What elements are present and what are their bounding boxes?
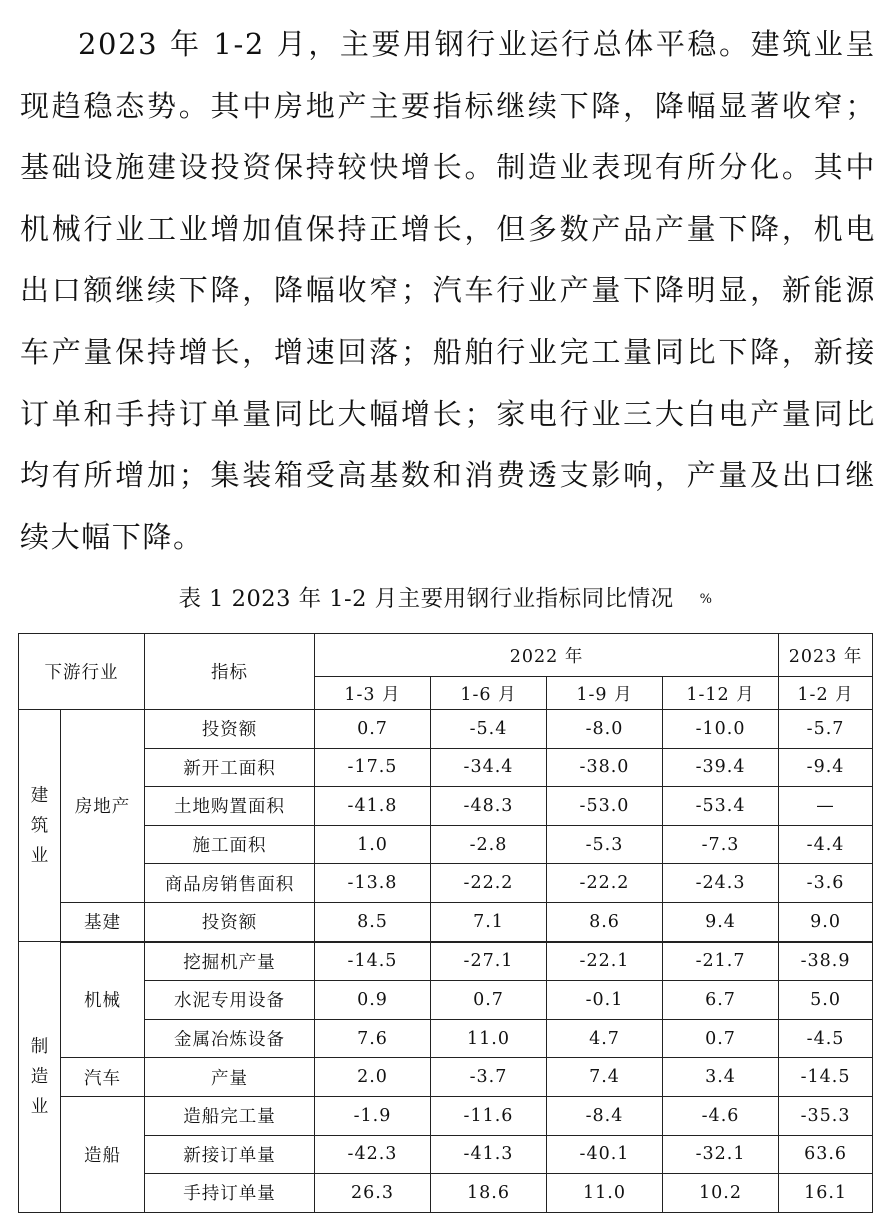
table-caption: [0, 582, 891, 617]
value-cell: -53.0: [547, 787, 663, 826]
subgroup-label: 基建: [61, 902, 145, 941]
group-label: [19, 710, 61, 942]
value-cell: 3.4: [663, 1058, 779, 1097]
value-cell: -7.3: [663, 825, 779, 864]
value-cell: -1.9: [315, 1096, 431, 1135]
header-indicator: 指标: [145, 634, 315, 710]
value-cell: -24.3: [663, 864, 779, 903]
value-cell: -38.9: [779, 942, 873, 981]
indicator-cell: 投资额: [145, 902, 315, 941]
value-cell: 8.5: [315, 902, 431, 941]
value-cell: 8.6: [547, 902, 663, 941]
table-row: [19, 864, 873, 903]
indicator-cell: 新接订单量: [145, 1135, 315, 1174]
header-period: 1-3 月: [315, 677, 431, 710]
value-cell: -8.0: [547, 710, 663, 749]
value-cell: 18.6: [431, 1174, 547, 1213]
table-row: [19, 748, 873, 787]
indicator-cell: 手持订单量: [145, 1174, 315, 1213]
value-cell: -4.5: [779, 1019, 873, 1058]
value-cell: 0.7: [431, 981, 547, 1020]
group-label-char: 业: [30, 845, 49, 866]
value-cell: -42.3: [315, 1135, 431, 1174]
value-cell: -14.5: [779, 1058, 873, 1097]
value-cell: 5.0: [779, 981, 873, 1020]
value-cell: 11.0: [547, 1174, 663, 1213]
value-cell: -8.4: [547, 1096, 663, 1135]
header-industry: 下游行业: [19, 634, 145, 710]
value-cell: -38.0: [547, 748, 663, 787]
value-cell: -34.4: [431, 748, 547, 787]
group-label-char: 筑: [30, 815, 49, 836]
value-cell: -32.1: [663, 1135, 779, 1174]
table-body: [19, 710, 873, 1213]
value-cell: 4.7: [547, 1019, 663, 1058]
value-cell: 7.4: [547, 1058, 663, 1097]
value-cell: -35.3: [779, 1096, 873, 1135]
value-cell: 7.6: [315, 1019, 431, 1058]
value-cell: -14.5: [315, 942, 431, 981]
table-row: [19, 787, 873, 826]
value-cell: -5.4: [431, 710, 547, 749]
value-cell: -2.8: [431, 825, 547, 864]
table-row: [19, 1019, 873, 1058]
subgroup-label: 房地产: [61, 710, 145, 903]
indicator-cell: 水泥专用设备: [145, 981, 315, 1020]
group-label-char: 业: [30, 1096, 49, 1117]
table-row: [19, 981, 873, 1020]
value-cell: -4.6: [663, 1096, 779, 1135]
steel-indicator-table: [18, 633, 873, 1213]
intro-paragraph: 2023 年 1-2 月，主要用钢行业运行总体平稳。建筑业呈现趋稳态势。其中房地产主要指标继续下降，降幅显著收窄；基础设施建设投资保持较快增长。制造业表现有所分化。其中机械行业工业增加值保持正增长，但多数产品产量下降，机电出口额继续下降，降幅收窄；汽车行业产量下降明显，新能源车产量保持增长，增速回落；船舶行业完工量同比下降，新接订单和手持订单量同比大幅增长；家电行业三大白电产量同比均有所增加；集装箱受高基数和消费透支影响，产量及出口继续大幅下降。: [20, 27, 876, 554]
indicator-cell: 产量: [145, 1058, 315, 1097]
value-cell: -22.2: [431, 864, 547, 903]
table-row: [19, 942, 873, 981]
value-cell: 9.4: [663, 902, 779, 941]
indicator-cell: 商品房销售面积: [145, 864, 315, 903]
group-label-char: 制: [30, 1036, 49, 1057]
value-cell: -17.5: [315, 748, 431, 787]
value-cell: -4.4: [779, 825, 873, 864]
subgroup-label: 机械: [61, 942, 145, 1058]
value-cell: -13.8: [315, 864, 431, 903]
value-cell: 2.0: [315, 1058, 431, 1097]
value-cell: 10.2: [663, 1174, 779, 1213]
value-cell: -21.7: [663, 942, 779, 981]
value-cell: -0.1: [547, 981, 663, 1020]
table-row: [19, 902, 873, 941]
value-cell: 16.1: [779, 1174, 873, 1213]
table-row: [19, 1058, 873, 1097]
value-cell: -41.3: [431, 1135, 547, 1174]
header-period: 1-12 月: [663, 677, 779, 710]
group-label-char: 建: [30, 785, 49, 806]
value-cell: 0.9: [315, 981, 431, 1020]
indicator-cell: 造船完工量: [145, 1096, 315, 1135]
table-title: 表 1 2023 年 1-2 月主要用钢行业指标同比情况: [178, 586, 674, 612]
table-row: [19, 1135, 873, 1174]
header-period: 1-6 月: [431, 677, 547, 710]
value-cell: -3.7: [431, 1058, 547, 1097]
table-row: [19, 825, 873, 864]
value-cell: 11.0: [431, 1019, 547, 1058]
value-cell: -3.6: [779, 864, 873, 903]
table-row: [19, 1096, 873, 1135]
indicator-cell: 金属冶炼设备: [145, 1019, 315, 1058]
value-cell: 9.0: [779, 902, 873, 941]
value-cell: 1.0: [315, 825, 431, 864]
value-cell: —: [779, 787, 873, 826]
header-period: 1-2 月: [779, 677, 873, 710]
value-cell: 0.7: [663, 1019, 779, 1058]
header-row-years: [19, 634, 873, 677]
value-cell: -40.1: [547, 1135, 663, 1174]
header-year-2022: 2022 年: [315, 634, 779, 677]
value-cell: -5.3: [547, 825, 663, 864]
indicator-cell: 施工面积: [145, 825, 315, 864]
table-row: [19, 1174, 873, 1213]
table-unit: %: [699, 592, 713, 607]
value-cell: -39.4: [663, 748, 779, 787]
header-period: 1-9 月: [547, 677, 663, 710]
value-cell: -27.1: [431, 942, 547, 981]
subgroup-label: 造船: [61, 1096, 145, 1212]
group-label-char: 造: [30, 1066, 49, 1087]
value-cell: -48.3: [431, 787, 547, 826]
value-cell: -41.8: [315, 787, 431, 826]
value-cell: -5.7: [779, 710, 873, 749]
value-cell: 26.3: [315, 1174, 431, 1213]
value-cell: 0.7: [315, 710, 431, 749]
indicator-cell: 挖掘机产量: [145, 942, 315, 981]
value-cell: -22.1: [547, 942, 663, 981]
indicator-cell: 新开工面积: [145, 748, 315, 787]
value-cell: 7.1: [431, 902, 547, 941]
value-cell: -10.0: [663, 710, 779, 749]
value-cell: 63.6: [779, 1135, 873, 1174]
indicator-cell: 土地购置面积: [145, 787, 315, 826]
value-cell: -22.2: [547, 864, 663, 903]
value-cell: 6.7: [663, 981, 779, 1020]
value-cell: -9.4: [779, 748, 873, 787]
subgroup-label: 汽车: [61, 1058, 145, 1097]
table-row: [19, 710, 873, 749]
group-label: [19, 942, 61, 1213]
value-cell: -53.4: [663, 787, 779, 826]
value-cell: -11.6: [431, 1096, 547, 1135]
header-year-2023: 2023 年: [779, 634, 873, 677]
indicator-cell: 投资额: [145, 710, 315, 749]
